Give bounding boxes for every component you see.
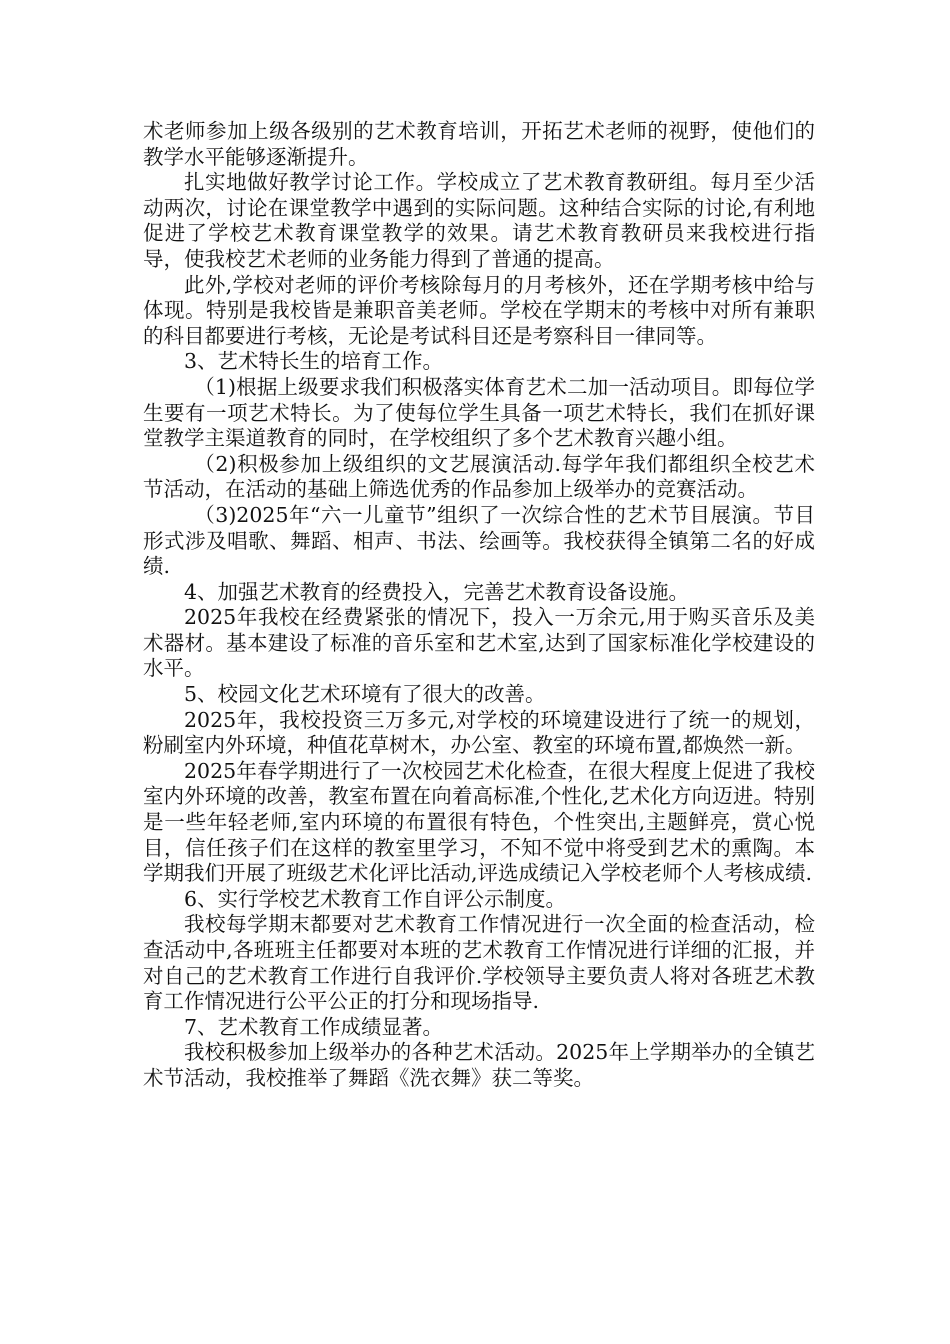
list-item-2: （2)积极参加上级组织的文艺展演活动.每学年我们都组织全校艺术节活动，在活动的基础上筛选优秀的作品参加上级举办的竞赛活动。	[143, 451, 815, 502]
paragraph-environment-investment: 2025年，我校投资三万多元,对学校的环境建设进行了统一的规划，粉刷室内外环境，种值花草树木，办公室、教室的环境布置,都焕然一新。	[143, 707, 815, 758]
paragraph-teacher-evaluation: 此外,学校对老师的评价考核除每月的月考核外，还在学期考核中给与体现。特别是我校皆是兼职音美老师。学校在学期末的考核中对所有兼职的科目都要进行考核，无论是考试科目还是考察科目一律同等。	[143, 272, 815, 348]
section-heading-7: 7、艺术教育工作成绩显著。	[184, 1014, 444, 1039]
list-item-1: （1)根据上级要求我们积极落实体育艺术二加一活动项目。即每位学生要有一项艺术特长。为了使每位学生具备一项艺术特长，我们在抓好课堂教学主渠道教育的同时，在学校组织了多个艺术教育兴趣小组。	[143, 374, 815, 451]
section-heading-3: 3、艺术特长生的培育工作。	[184, 349, 444, 374]
paragraph-teaching-research: 扎实地做好教学讨论工作。学校成立了艺术教育教研组。每月至少活动两次，讨论在课堂教学中遇到的实际问题。这种结合实际的讨论,有利地促进了学校艺术教育课堂教学的效果。请艺术教育教研员来我校进行指导，使我校艺术老师的业务能力得到了普通的提高。	[143, 170, 815, 271]
section-heading-4: 4、加强艺术教育的经费投入，完善艺术教育设备设施。	[184, 579, 690, 604]
paragraph-self-evaluation: 我校每学期末都要对艺术教育工作情况进行一次全面的检查活动，检查活动中,各班班主任都要对本班的艺术教育工作情况进行详细的汇报，并对自己的艺术教育工作进行自我评价.学校领导主要负责人将对各班艺术教育工作情况进行公平公正的打分和现场指导.	[143, 912, 815, 1014]
paragraph-continuation: 术老师参加上级各级别的艺术教育培训，开拓艺术老师的视野，使他们的教学水平能够逐渐提升。	[143, 119, 815, 169]
paragraph-achievements: 我校积极参加上级举办的各种艺术活动。2025年上学期举办的全镇艺术节活动，我校推举了舞蹈《洗衣舞》获二等奖。	[143, 1040, 815, 1090]
section-heading-5: 5、校园文化艺术环境有了很大的改善。	[184, 682, 546, 707]
document-body	[143, 119, 815, 1092]
section-heading-6: 6、实行学校艺术教育工作自评公示制度。	[184, 886, 567, 911]
list-item-3: （3)2025年“六一儿童节”组织了一次综合性的艺术节目展演。节目形式涉及唱歌、舞蹈、相声、书法、绘画等。我校获得全镇第二名的好成绩.	[143, 502, 815, 579]
paragraph-art-inspection: 2025年春学期进行了一次校园艺术化检查，在很大程度上促进了我校室内外环境的改善，教室布置在向着高标准,个性化,艺术化方向迈进。特别是一些年轻老师,室内环境的布置很有特色，个性突出,主题鲜亮，赏心悦目，信任孩子们在这样的教室里学习，不知不觉中将受到艺术的熏陶。本学期我们开展了班级艺术化评比活动,评选成绩记入学校老师个人考核成绩.	[143, 758, 815, 886]
paragraph-funding: 2025年我校在经费紧张的情况下，投入一万余元,用于购买音乐及美术器材。基本建设了标准的音乐室和艺术室,达到了国家标准化学校建设的水平。	[143, 605, 815, 681]
